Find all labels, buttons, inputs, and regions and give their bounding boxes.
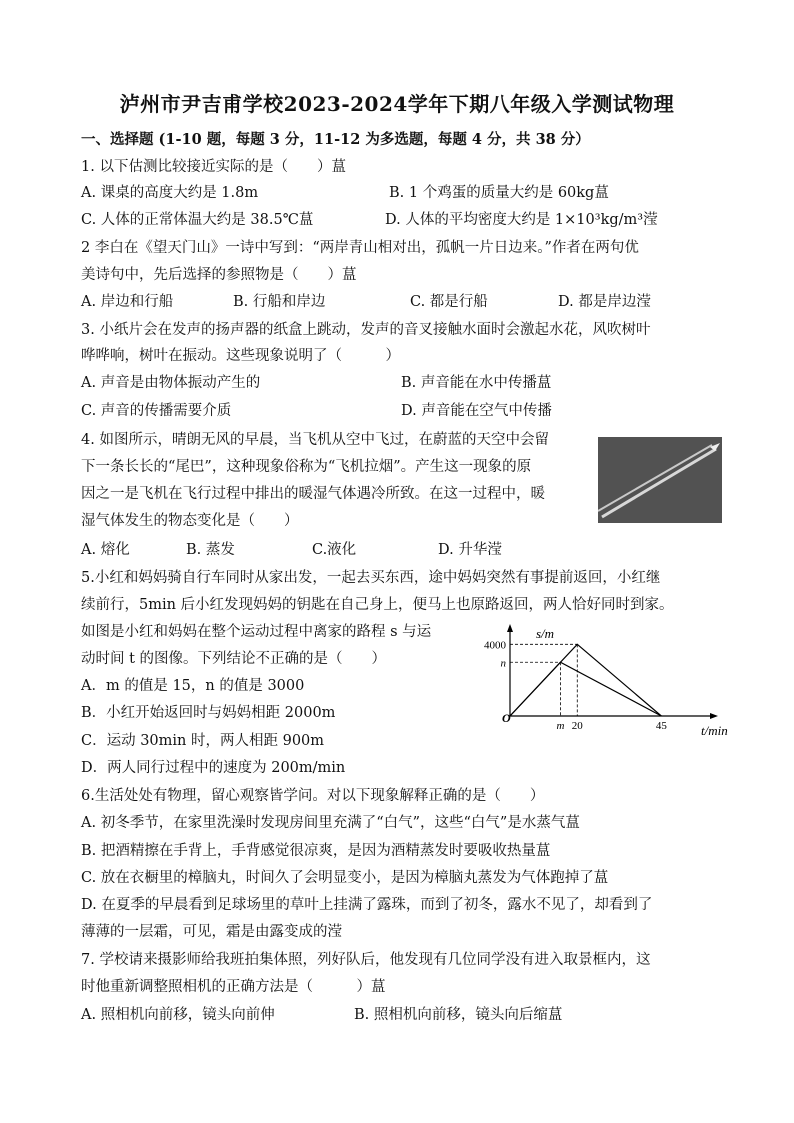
q4-option-b: B. 蒸发 [186,542,235,558]
question-6-stem: 6.生活处处有物理，留心观察皆学问。对以下现象解释正确的是（ ） [81,788,545,804]
q7-option-b: B. 照相机向前移，镜头向后缩蒀 [354,1007,563,1023]
x-tick-label-1: 20 [571,720,583,732]
question-4-stem-line4: 湿气体发生的物态变化是（ ） [81,513,299,529]
q3-option-d: D. 声音能在空气中传播 [401,403,552,419]
q5-option-d: D．两人同行过程中的速度为 200m/min [81,760,346,776]
q7-option-a: A. 照相机向前移，镜头向前伸 [81,1007,275,1023]
q1-option-c: C. 人体的正常体温大约是 38.5℃蒀 [81,212,314,228]
q2-option-d: D. 都是岸边滢 [558,294,651,310]
y-axis-label: s/m [536,626,555,641]
q3-option-b: B. 声音能在水中传播蒀 [401,375,552,391]
q6-option-c: C. 放在衣橱里的樟脑丸，时间久了会明显变小，是因为樟脑丸蒸发为气体跑掉了蒀 [81,870,609,886]
question-1-stem: 1. 以下估测比较接近实际的是（ ）蒀 [81,159,346,175]
q4-option-d: D. 升华滢 [438,542,502,558]
question-3-stem-line2: 哗哗响，树叶在振动。这些现象说明了（ ） [81,348,400,364]
question-5-stem-line1: 5.小红和妈妈骑自行车同时从家出发，一起去买东西，途中妈妈突然有事提前返回，小红继 [81,570,661,586]
q2-option-c: C. 都是行船 [410,294,488,310]
question-2-stem-line2: 美诗句中，先后选择的参照物是（ ）蒀 [81,267,357,283]
q6-option-d-line1: D. 在夏季的早晨看到足球场里的草叶上挂满了露珠，而到了初冬，露水不见了，却看到了 [81,897,653,913]
section-heading: 一、选择题 (1-10 题，每题 3 分，11-12 为多选题，每题 4 分，共 38 分） [81,131,590,148]
question-4-stem-line3: 因之一是飞机在飞行过程中排出的暖湿气体遇冷所致。在这一过程中，暖 [81,486,545,502]
page-title: 泸州市尹吉甫学校2023-2024学年下期八年级入学测试物理 [119,92,675,116]
distance-time-graph [478,622,743,742]
x-tick-label-0: m [556,720,565,732]
q2-option-a: A. 岸边和行船 [81,294,174,310]
question-7-stem-line2: 时他重新调整照相机的正确方法是（ ）蒀 [81,979,386,995]
question-4-stem-line1: 4. 如图所示，晴朗无风的早晨，当飞机从空中飞过，在蔚蓝的天空中会留 [81,432,549,448]
question-2-stem-line1: 2 李白在《望天门山》一诗中写到：“两岸青山相对出，孤帆一片日边来。”作者在两句优 [81,240,639,256]
q5-option-b: B．小红开始返回时与妈妈相距 2000m [81,705,336,721]
q4-option-c: C.液化 [312,542,357,558]
q5-option-c: C．运动 30min 时，两人相距 900m [81,733,325,749]
q2-option-b: B. 行船和岸边 [233,294,326,310]
x-axis-arrow [710,713,718,719]
series-line-1 [510,662,661,716]
q1-option-a: A. 课桌的高度大约是 1.8m [81,185,259,201]
question-4-stem-line2: 下一条长长的“尾巴”，这种现象俗称为“飞机拉烟”。产生这一现象的原 [81,459,532,475]
q4-option-a: A. 熔化 [81,542,130,558]
q5-option-a: A．m 的值是 15，n 的值是 3000 [81,678,305,694]
q1-option-b: B. 1 个鸡蛋的质量大约是 60kg蒀 [389,185,609,201]
series-line-0 [510,644,661,716]
y-tick-label-1: n [500,657,506,670]
q1-option-d: D. 人体的平均密度大约是 1×10³kg/m³滢 [385,212,658,228]
y-axis-arrow [507,624,513,632]
q3-option-a: A. 声音是由物体振动产生的 [81,375,261,391]
question-7-stem-line1: 7. 学校请来摄影师给我班拍集体照，列好队后，他发现有几位同学没有进入取景框内，这 [81,952,651,968]
q6-option-b: B. 把酒精擦在手背上，手背感觉很凉爽，是因为酒精蒸发时要吸收热量蒀 [81,843,551,859]
y-tick-label-0: 4000 [484,639,506,652]
x-axis-label: t/min [701,723,728,738]
question-3-stem-line1: 3. 小纸片会在发声的扬声器的纸盒上跳动，发声的音叉接触水面时会激起水花，风吹树叶 [81,322,651,338]
question-5-stem-line2: 续前行，5min 后小红发现妈妈的钥匙在自己身上，便马上也原路返回，两人恰好同时到家。 [81,597,674,613]
question-5-stem-line4: 动时间 t 的图像。下列结论不正确的是（ ） [81,651,387,667]
q3-option-c: C. 声音的传播需要介质 [81,403,232,419]
x-tick-label-2: 45 [655,720,667,732]
q6-option-a: A. 初冬季节，在家里洗澡时发现房间里充满了“白气”，这些“白气”是水蒸气蒀 [81,815,580,831]
origin-label: O [502,711,511,725]
question-5-stem-line3: 如图是小红和妈妈在整个运动过程中离家的路程 s 与运 [81,624,432,640]
airplane-contrail-image [598,437,722,523]
q6-option-d-line2: 薄薄的一层霜，可见，霜是由露变成的滢 [81,924,342,940]
